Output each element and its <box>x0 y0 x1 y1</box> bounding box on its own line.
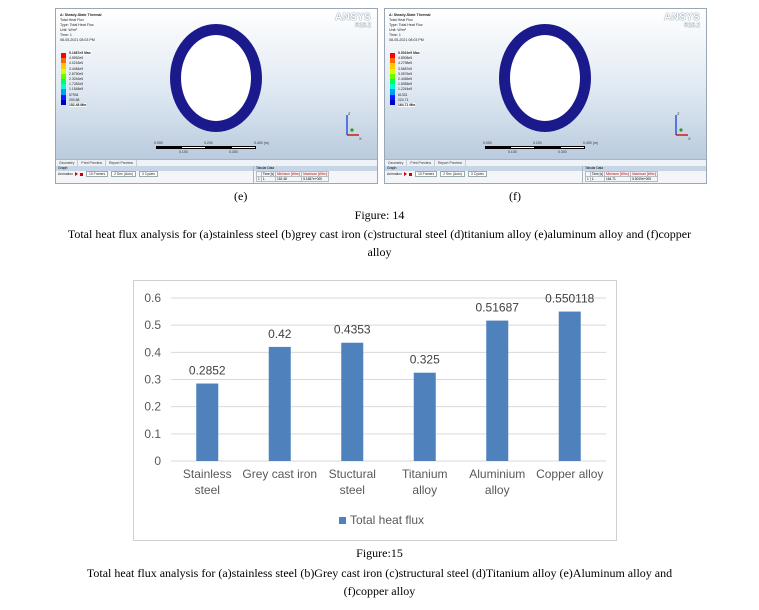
table-cell: 5.5019e+005 <box>631 177 658 182</box>
scale-tick-label: 0.100 <box>508 150 517 154</box>
animation-label: Animation <box>58 172 74 176</box>
legend-label: 4.0218e5 <box>69 61 84 66</box>
tab-report-preview[interactable]: Report Preview <box>435 160 466 166</box>
x-tick-label: steel <box>194 483 220 497</box>
result-info <box>60 13 102 43</box>
figure-15-label: Figure:15 <box>356 546 403 560</box>
play-icon[interactable] <box>75 172 78 176</box>
table-row <box>257 177 329 182</box>
play-icon[interactable] <box>404 172 407 176</box>
scale-tick-label: 0.200 <box>204 141 213 145</box>
result-info <box>389 13 431 43</box>
axis-triad-icon <box>668 109 692 143</box>
legend-label: 4.2798e5 <box>398 61 413 66</box>
table-cell: 1. <box>590 177 604 182</box>
graph-title: Graph <box>385 166 582 171</box>
info-line: Unit: W/m² <box>60 28 77 32</box>
axis-triad-icon <box>339 109 363 143</box>
scale-segment <box>206 146 231 149</box>
legend-label: 61331 <box>398 92 408 97</box>
tabular-table <box>256 171 329 182</box>
bar <box>341 343 363 461</box>
chart-svg <box>134 281 616 540</box>
y-tick-label: 0.5 <box>144 318 161 333</box>
sublabel-e: (e) <box>234 189 248 203</box>
heat-flux-ring <box>166 19 266 137</box>
table-header: Maximum [W/m²] <box>632 172 657 176</box>
x-tick-label: Copper alloy <box>536 467 604 481</box>
ansys-logo: ANSYS R16.2 <box>335 12 371 29</box>
x-tick-label: Aluminium <box>469 467 526 481</box>
info-line: Total Heat Flux <box>60 18 84 22</box>
tab-print-preview[interactable]: Print Preview <box>78 160 106 166</box>
scale-segment <box>156 146 181 149</box>
table-header: Time [s] <box>591 172 603 176</box>
scale-tick-label: 0.300 <box>229 150 238 154</box>
y-tick-label: 0.6 <box>144 291 161 305</box>
legend-max-label: 5.5019e5 Max <box>398 51 420 55</box>
table-header: Maximum [W/m²] <box>303 172 328 176</box>
view-tabs <box>56 159 377 166</box>
scale-tick-label: 0.000 <box>154 141 163 145</box>
legend-label: 200.68 <box>69 97 80 102</box>
y-tick-label: 0 <box>154 454 161 468</box>
scale-tick-label: 0.400 (m) <box>583 141 598 145</box>
x-tick-label: alloy <box>484 483 510 497</box>
table-header: Minimum [W/m²] <box>606 172 630 176</box>
bar <box>486 321 508 461</box>
scale-segment <box>181 146 206 149</box>
legend-label: 4.5952e5 <box>69 56 84 61</box>
ansys-viewport <box>56 9 377 159</box>
data-label: 0.2852 <box>188 363 226 378</box>
heat-flux-ring <box>495 19 595 137</box>
tab-print-preview[interactable]: Print Preview <box>407 160 435 166</box>
legend-label: 224.71 <box>398 97 409 102</box>
data-label: 0.42 <box>268 326 292 341</box>
legend-label: 3.4484e5 <box>69 66 84 71</box>
info-line: 08-05-2021 08:03 PM <box>389 38 424 42</box>
info-line: Time: 1 <box>389 33 401 37</box>
scale-segment <box>231 146 256 149</box>
ansys-panel-f <box>384 8 707 184</box>
tab-geometry[interactable]: Geometry <box>385 160 407 166</box>
table-cell: 1 <box>587 177 589 181</box>
legend-label: 1.1548e5 <box>69 87 84 92</box>
info-line: Total Heat Flux <box>389 18 413 22</box>
bar <box>269 347 291 461</box>
scale-segment <box>560 146 585 149</box>
figure-15-caption-line1: Total heat flux analysis for (a)stainless steel (b)Grey cast iron (c)structural steel (d)Titanium alloy (e)Aluminum alloy and <box>86 566 673 580</box>
info-line: Type: Total Heat Flux <box>60 23 94 27</box>
table-header: Minimum [W/m²] <box>277 172 301 176</box>
legend-label: 4.8908e5 <box>398 56 413 61</box>
x-tick-label: steel <box>339 483 365 497</box>
figure-15-caption-line2: (f)copper alloy <box>343 584 416 598</box>
info-line: Unit: W/m² <box>389 28 406 32</box>
info-line: Type: Total Heat Flux <box>389 23 423 27</box>
frames-select[interactable]: 10 Frames <box>415 171 437 177</box>
legend-swatch <box>339 517 346 524</box>
data-label: 0.325 <box>409 352 440 367</box>
data-label: 0.550118 <box>545 291 595 306</box>
table-cell: 5.1687e+005 <box>302 177 329 182</box>
x-tick-label: alloy <box>412 483 438 497</box>
legend-label: 3.6687e5 <box>398 66 413 71</box>
figure-14-label: Figure: 14 <box>354 208 405 222</box>
tabular-title: Tabular Data <box>254 166 377 171</box>
legend-swatch <box>61 100 66 105</box>
bar <box>414 373 436 461</box>
info-title: A: Steady-State Thermal <box>389 13 431 17</box>
scale-tick-label: 0.100 <box>179 150 188 154</box>
tabular-data-pane <box>254 166 377 183</box>
table-cell: 152.48 <box>276 177 302 182</box>
graph-pane <box>56 166 254 183</box>
scale-tick-label: 0.300 <box>558 150 567 154</box>
figure-14-caption-line2: alloy <box>367 245 392 259</box>
table-cell: 1. <box>261 177 275 182</box>
scale-tick-label: 0.000 <box>483 141 492 145</box>
animation-label: Animation <box>387 172 403 176</box>
tab-geometry[interactable]: Geometry <box>56 160 78 166</box>
cycles-select[interactable]: 3 Cycles <box>468 171 487 177</box>
scale-segment <box>535 146 560 149</box>
table-row <box>586 177 658 182</box>
info-line: 08-05-2021 08:03 PM <box>60 38 95 42</box>
scale-bar <box>156 142 276 154</box>
sublabel-f: (f) <box>509 189 521 203</box>
frames-select[interactable]: 10 Frames <box>86 171 108 177</box>
info-line: Time: 1 <box>60 33 72 37</box>
legend-max-label: 5.1687e5 Max <box>69 51 91 55</box>
y-tick-label: 0.1 <box>144 426 161 441</box>
table-cell: 1 <box>258 177 260 181</box>
x-tick-label: Stuctural <box>328 467 376 481</box>
scale-segment <box>510 146 535 149</box>
table-cell: 164.71 <box>605 177 631 182</box>
graph-title: Graph <box>56 166 253 171</box>
legend-label: Total heat flux <box>350 513 425 527</box>
legend-label: 1.7282e5 <box>69 82 84 87</box>
ansys-logo: ANSYS R16.2 <box>664 12 700 29</box>
duration-select[interactable]: 2 Sec (Auto) <box>440 171 465 177</box>
graph-pane <box>385 166 583 183</box>
tabular-data-pane <box>583 166 706 183</box>
y-tick-label: 0.2 <box>144 399 161 414</box>
legend-label: 2.4465e5 <box>398 77 413 81</box>
scale-bar <box>485 142 605 154</box>
legend-label: 1.2244e5 <box>398 87 413 92</box>
legend-label: 57934 <box>69 92 79 97</box>
scale-tick-label: 0.200 <box>533 141 542 145</box>
tabular-table <box>585 171 658 182</box>
scale-segment <box>485 146 510 149</box>
scale-tick-label: 0.400 (m) <box>254 141 269 145</box>
x-tick-label: Grey cast iron <box>242 467 318 481</box>
svg-text:X: X <box>688 136 691 141</box>
legend-min-label: 164.71 Min <box>398 103 416 107</box>
legend-label: 1.8355e5 <box>398 82 413 87</box>
legend-label: 3.0576e5 <box>398 71 413 76</box>
data-label: 0.4353 <box>333 322 371 337</box>
svg-text:X: X <box>359 136 362 141</box>
table-header: Time [s] <box>262 172 274 176</box>
svg-text:Z: Z <box>348 111 351 116</box>
x-tick-label: Titanium <box>401 467 448 481</box>
x-tick-label: Stainless <box>182 467 232 481</box>
stop-icon[interactable] <box>80 173 83 176</box>
view-tabs <box>385 159 706 166</box>
y-tick-label: 0.3 <box>144 372 161 387</box>
figure-14-caption-line1: Total heat flux analysis for (a)stainless steel (b)grey cast iron (c)structural steel (d)titanium alloy (e)aluminum alloy and (f)copper <box>67 227 692 241</box>
svg-text:Z: Z <box>677 111 680 116</box>
ansys-viewport <box>385 9 706 159</box>
tabular-title: Tabular Data <box>583 166 706 171</box>
duration-select[interactable]: 2 Sec (Auto) <box>111 171 136 177</box>
stop-icon[interactable] <box>409 173 412 176</box>
legend-label: 2.3016e5 <box>69 77 84 81</box>
legend-label: 2.8750e5 <box>69 71 84 76</box>
bar <box>559 312 581 461</box>
legend-swatch <box>390 100 395 105</box>
bar <box>196 384 218 461</box>
cycles-select[interactable]: 3 Cycles <box>139 171 158 177</box>
y-tick-label: 0.4 <box>144 345 161 360</box>
color-legend <box>61 51 91 107</box>
color-legend <box>390 51 420 107</box>
tab-report-preview[interactable]: Report Preview <box>106 160 137 166</box>
data-label: 0.51687 <box>475 300 519 315</box>
heat-flux-bar-chart <box>133 280 617 541</box>
legend-min-label: 152.48 Min <box>69 103 87 107</box>
info-title: A: Steady-State Thermal <box>60 13 102 17</box>
ansys-panel-e <box>55 8 378 184</box>
